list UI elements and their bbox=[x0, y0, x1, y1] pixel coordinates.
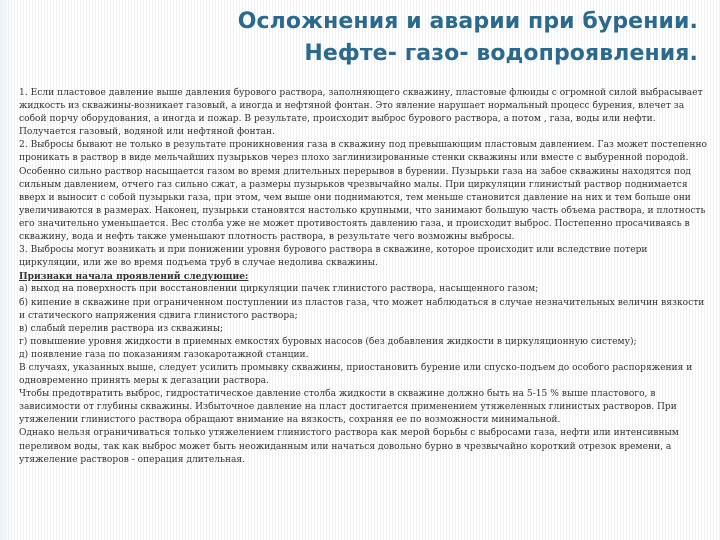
closing-2: Чтобы предотвратить выброс, гидростатическое давление столба жидкости в скважине должно быть на 5-15 % выше пластового, в зависимости от глубины скважины. Избыточное давление на пласт достигается применением утяжеленных глинистых растворов. При утяжелении глинистого раствора обращают внимание на вязкость, сохраняя ее по возможности минимальной. bbox=[19, 389, 677, 426]
left-edge-gradient bbox=[0, 0, 14, 540]
closing-3: Однако нельзя ограничиваться только утяжелением глинистого раствора как мерой борьбы с выбросами газа, нефти или интенсивным переливом воды, так как выброс может быть неожиданным или начаться довольно бурно в чрезвычайно короткий отрезок времени, а утяжеление растворов - операция длительная. bbox=[19, 428, 679, 465]
slide-body bbox=[19, 87, 710, 467]
signs-heading: Признаки начала проявлений следующие: bbox=[19, 271, 249, 283]
paragraph-1: 1. Если пластовое давление выше давления бурового раствора, заполняющего скважину, пластовые флюиды с огромной силой выбрасывает жидкость из скважины-возникает газовый, а иногда и нефтяной фонтан. Это явление нарушает нормальный процесс бурения, влечет за собой порчу оборудования, а иногда и пожар. В результате, происходит выброс бурового раствора, а потом , газа, воды или нефти. Получается газовый, водяной или нефтяной фонтан. bbox=[19, 88, 703, 138]
title-line-1: Осложнения и аварии при бурении. bbox=[237, 9, 698, 34]
sign-e: д) появление газа по показаниям газокаротажной станции. bbox=[19, 349, 309, 360]
paragraph-2: 2. Выбросы бывают не только в результате проникновения газа в скважину под превышающим пластовым давлением. Газ может постепенно проникать в раствор в виде мельчайших пузырьков через плохо заглинизированные стенки скважины или вместе с выбуренной породой. Особенно сильно раствор насыщается газом во время длительных перерывов в бурении. Пузырьки газа на забое скважины находятся под сильным давлением, отчего газ сильно сжат, а размеры пузырьков чрезвычайно малы. При циркуляции глинистый раствор поднимается вверх и выносит с собой пузырьки газа, при этом, чем выше они поднимаются, тем меньше становится давление на них и тем больше они увеличиваются в размерах. Наконец, пузырьки становятся настолько крупными, что занимают большую часть объема раствора, и плотность его значительно уменьшается. Вес столба уже не может противостоять давлению газа, и происходит выброс. Постепенно просачиваясь в скважину, вода и нефть также уменьшают плотность раствора, в результате чего возможны выбросы. bbox=[19, 140, 708, 243]
slide-title bbox=[90, 6, 698, 70]
sign-d: г) повышение уровня жидкости в приемных емкостях буровых насосов (без добавления жидкости в циркуляционную систему); bbox=[19, 336, 637, 347]
closing-1: В случаях, указанных выше, следует усилить промывку скважины, приостановить бурение или спуско-подъем до особого распоряжения и одновременно принять меры к дегазации раствора. bbox=[19, 362, 693, 387]
title-line-2: Нефте- газо- водопроявления. bbox=[304, 41, 698, 66]
sign-a: а) выход на поверхность при восстановлении циркуляции пачек глинистого раствора, насыщенного газом; bbox=[19, 284, 539, 295]
paragraph-3: 3. Выбросы могут возникать и при понижении уровня бурового раствора в скважине, которое происходит или вследствие потери циркуляции, или же во время подъема труб в случае недолива скважины. bbox=[19, 245, 648, 269]
sign-c: в) слабый перелив раствора из скважины; bbox=[19, 323, 224, 334]
sign-b: б) кипение в скважине при ограниченном поступлении из пластов газа, что может наблюдаться в случае незначительных величин вязкости и статического напряжения сдвига глинистого раствора; bbox=[19, 297, 705, 321]
